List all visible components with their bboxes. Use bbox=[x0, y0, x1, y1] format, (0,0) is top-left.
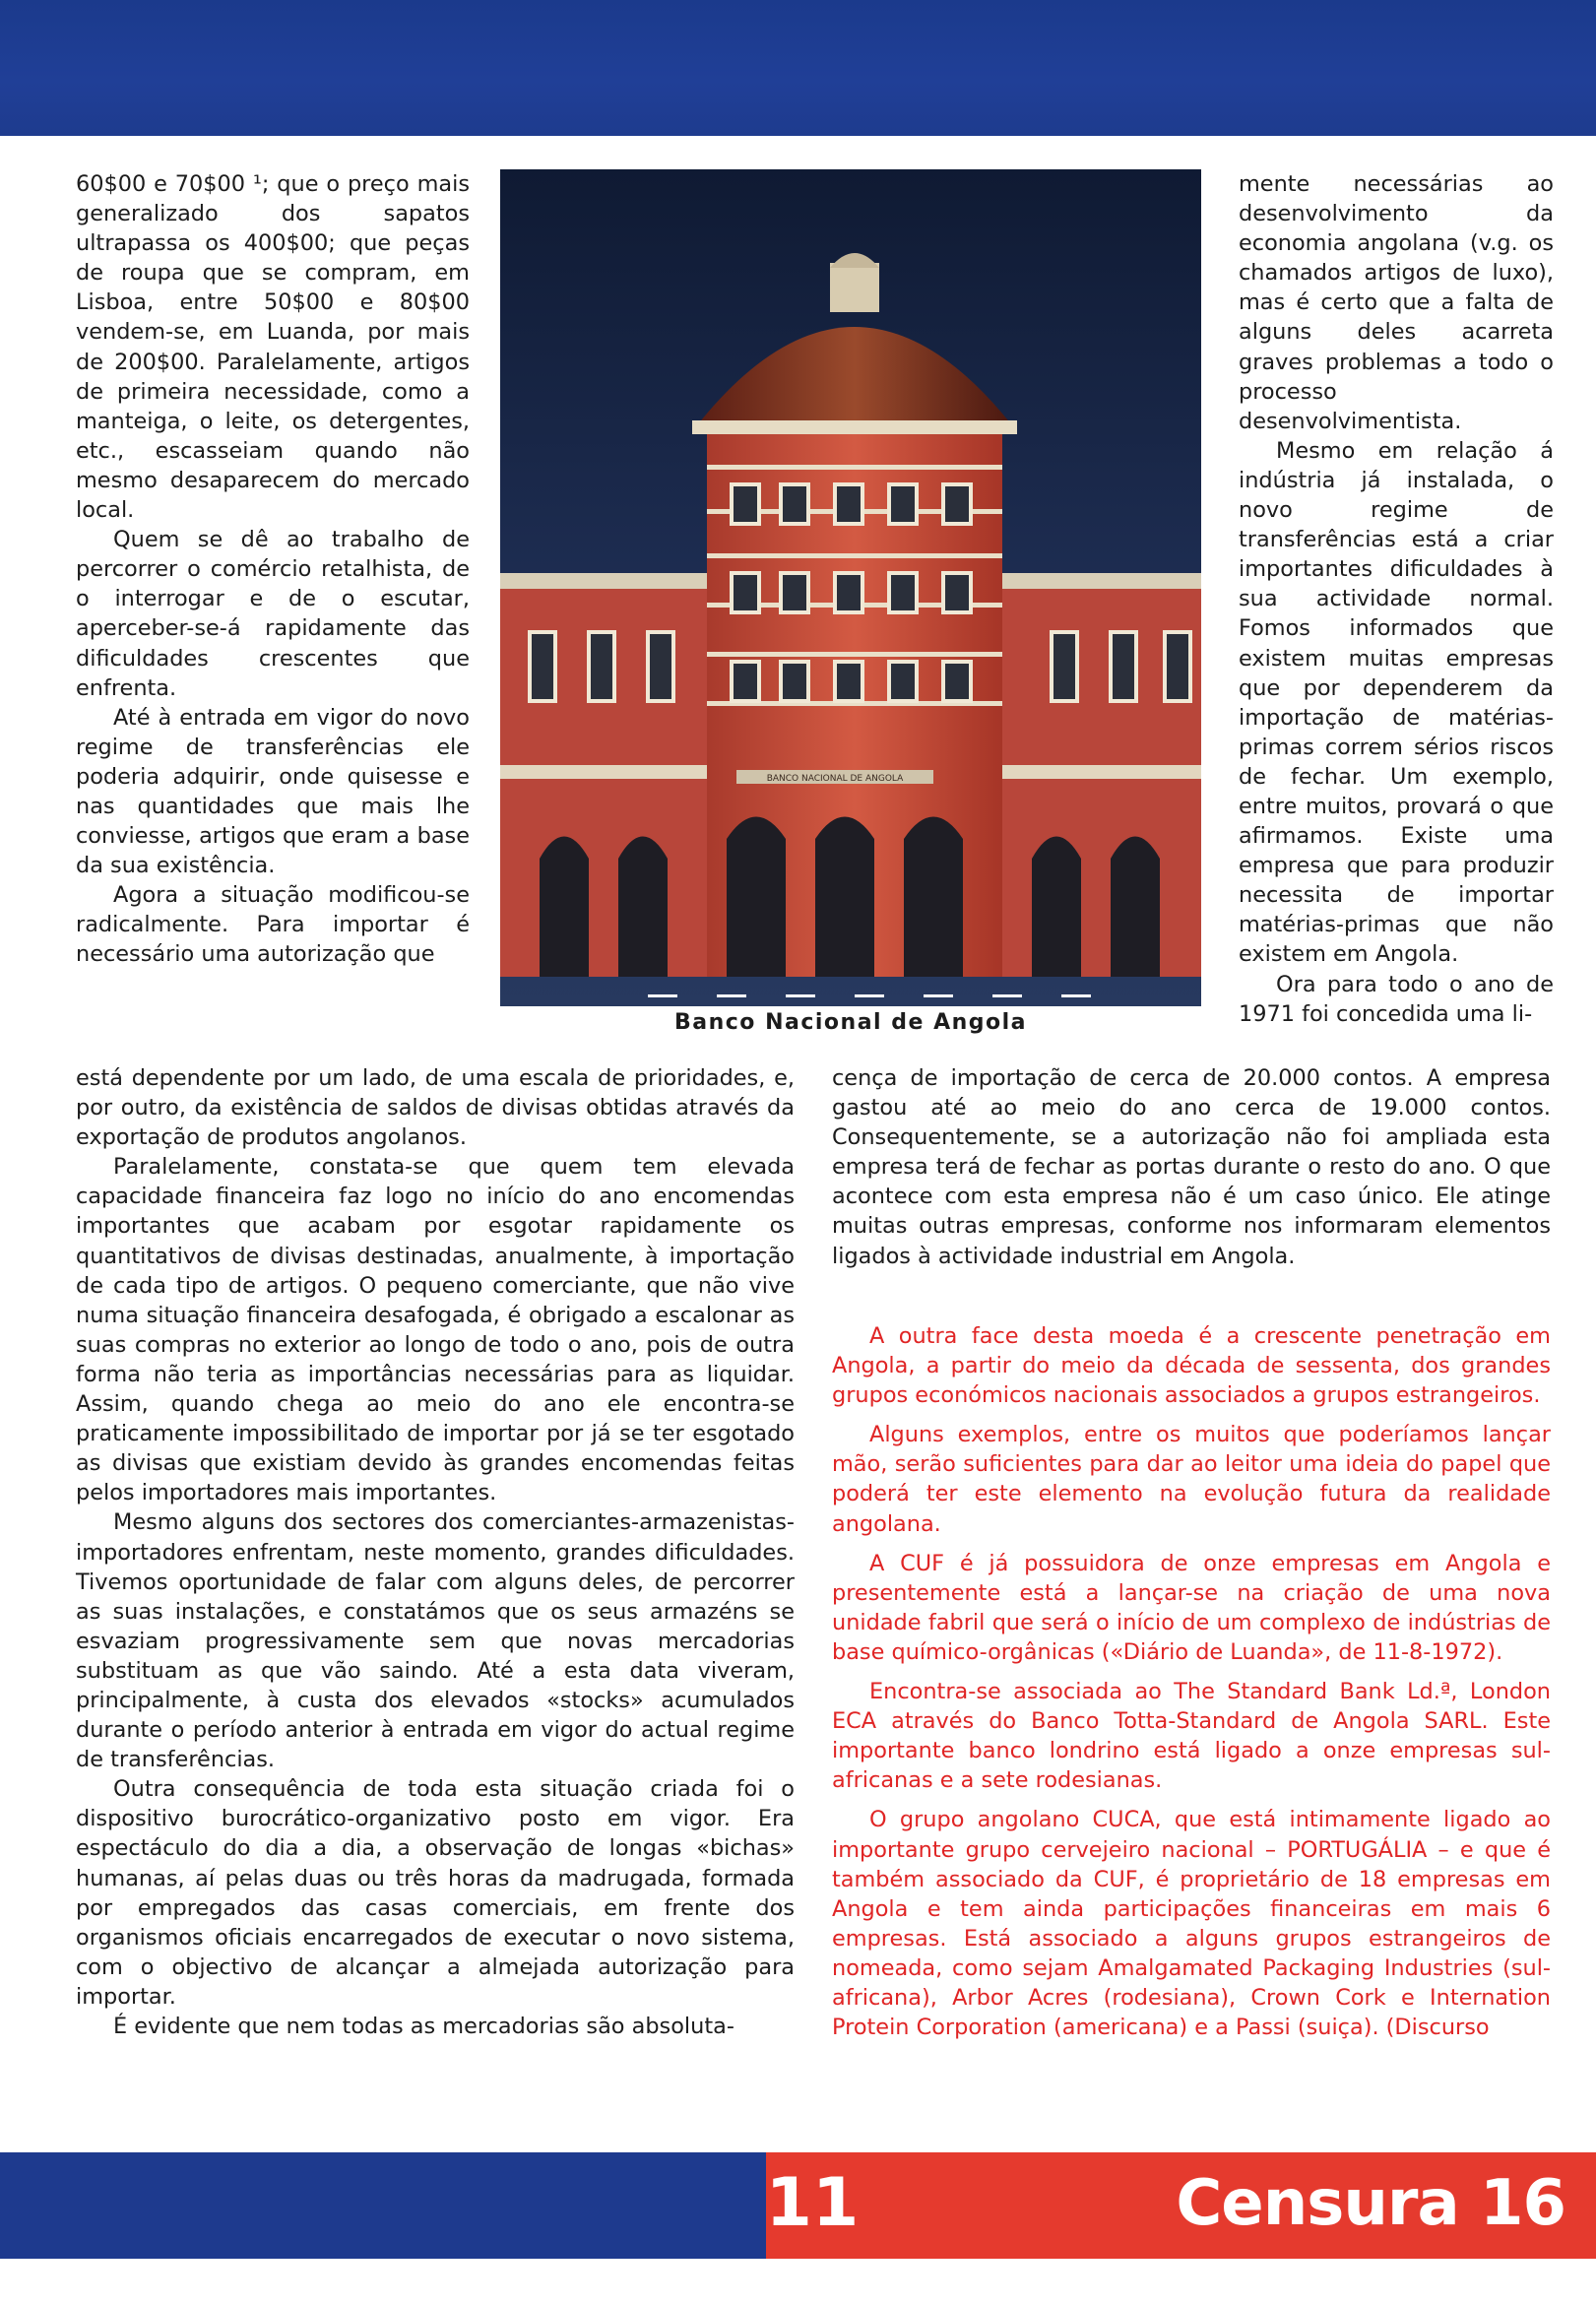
paragraph: Outra consequência de toda esta situação criada foi o dispositivo burocrático-organizativo posto em vigor. Era espectáculo do dia a dia, a observação de longas «bichas» humanas, aí pelas duas ou três horas da madrugada, formada por empregados das casas comerciais, em frente dos organismos oficiais encarregados de executar o novo sistema, com o objectivo de alcançar a almejada autorização para importar. bbox=[76, 1776, 795, 2010]
paragraph: Até à entrada em vigor do novo regime de transferências ele poderia adquirir, onde quisesse e nas quantidades que mais lhe conviesse, artigos que eram a base da sua existência. bbox=[76, 704, 470, 879]
paragraph: está dependente por um lado, de uma escala de prioridades, e, por outro, da existência de saldos de divisas obtidas através da exportação de produtos angolanos. bbox=[76, 1065, 795, 1151]
article-left-column bbox=[76, 169, 470, 970]
paragraph: Mesmo alguns dos sectores dos comerciantes-armazenistas-importadores enfrentam, neste momento, grandes dificuldades. Tivemos oportunidade de falar com alguns deles, de percorrer as suas instalações, e constatámos que os seus armazéns se esvaziam progressivamente sem que novas mercadorias substituam as que vão saindo. Até a esta data viveram, principalmente, à custa dos elevados «stocks» acumulados durante o período anterior à entrada em vigor do actual regime de transferências. bbox=[76, 1509, 795, 1773]
paragraph: A outra face desta moeda é a crescente penetração em Angola, a partir do meio da década de sessenta, dos grandes grupos económicos nacionais associados a grupos estrangeiros. bbox=[832, 1323, 1551, 1409]
paragraph: A CUF é já possuidora de onze empresas em Angola e presentemente está a lançar-se na criação de uma nova unidade fabril que será o início de um complexo de indústrias de base químico-orgânicas («Diário de Luanda», de 11-8-1972). bbox=[832, 1550, 1551, 1665]
highlighted-section bbox=[832, 1321, 1551, 2052]
paragraph: 60$00 e 70$00 ¹; que o preço mais generalizado dos sapatos ultrapassa os 400$00; que peças de roupa que se compram, em Lisboa, entre 50$00 e 80$00 vendem-se, em Luanda, por mais de 200$00. Paralelamente, artigos de primeira necessidade, como a manteiga, o leite, os detergentes, etc., escasseiam quando não mesmo desaparecem do mercado local. bbox=[76, 171, 470, 524]
facade-sign: BANCO NACIONAL DE ANGOLA bbox=[766, 774, 904, 784]
bank-building-illustration bbox=[500, 169, 1201, 1006]
paragraph: Encontra-se associada ao The Standard Bank Ld.ª, London ECA através do Banco Totta-Standard de Angola SARL. Este importante banco londrino está ligado a onze empresas sul-africanas e a sete rodesianas. bbox=[832, 1679, 1551, 1794]
page-number: 11 bbox=[765, 2164, 860, 2242]
header-band bbox=[0, 0, 1596, 136]
paragraph: Ora para todo o ano de 1971 foi concedida uma li- bbox=[1239, 971, 1554, 1027]
article-right-column bbox=[1239, 169, 1554, 1029]
paragraph: Alguns exemplos, entre os muitos que poderíamos lançar mão, serão suficientes para dar ao leitor uma ideia do papel que poderá ter este elemento na evolução futura da realidade angolana. bbox=[832, 1422, 1551, 1537]
paragraph: Paralelamente, constata-se que quem tem elevada capacidade financeira faz logo no início do ano encomendas importantes que acabam por esgotar rapidamente os quantitativos de divisas destinadas, anualmente, à importação de cada tipo de artigos. O pequeno comerciante, que não vive numa situação financeira desafogada, é obrigado a escalonar as suas compras no exterior ao longo de todo o ano, pois de outra forma não teria as importâncias necessárias para as liquidar. Assim, quando chega ao meio do ano ele encontra-se praticamente impossibilitado de importar por já se ter esgotado as divisas que existiam devido às grandes encomendas feitas pelos importadores mais importantes. bbox=[76, 1154, 795, 1506]
magazine-title: Censura 16 bbox=[1176, 2167, 1565, 2240]
paragraph: Quem se dê ao trabalho de percorrer o comércio retalhista, de o interrogar e de o escutar, aperceber-se-á rapidamente das dificuldades crescentes que enfrenta. bbox=[76, 527, 470, 701]
paragraph: Mesmo em relação á indústria já instalada, o novo regime de transferências está a criar importantes dificuldades à sua actividade normal. Fomos informados que existem muitas empresas que por dependerem da importação de matérias-primas correm sérios riscos de fechar. Um exemplo, entre muitos, provará o que afirmamos. Existe uma empresa que para produzir necessita de importar matérias-primas que não existem em Angola. bbox=[1239, 437, 1554, 968]
paragraph: O grupo angolano CUCA, que está intimamente ligado ao importante grupo cervejeiro nacional – PORTUGÁLIA – e que é também associado da CUF, é proprietário de 18 empresas em Angola e tem ainda participações financeiras em mais 6 empresas. Está associado a alguns grupos estrangeiros de nomeada, como sejam Amalgamated Packaging Industries (sul-africana), Arbor Acres (rodesiana), Crown Cork e Internation Protein Corporation (americana) e a Passi (suiça). (Discurso bbox=[832, 1807, 1551, 2041]
bank-building-photo bbox=[500, 169, 1201, 1006]
paragraph: Agora a situação modificou-se radicalmente. Para importar é necessário uma autorização que bbox=[76, 882, 470, 968]
paragraph: mente necessárias ao desenvolvimento da economia angolana (v.g. os chamados artigos de luxo), mas é certo que a falta de alguns deles acarreta graves problemas a todo o processo desenvolvimentista. bbox=[1239, 171, 1554, 434]
photo-caption: Banco Nacional de Angola bbox=[673, 1010, 1028, 1035]
paragraph: cença de importação de cerca de 20.000 contos. A empresa gastou até ao meio do ano cerca de 19.000 contos. Consequentemente, se a autorização não foi ampliada esta empresa terá de fechar as portas durante o resto do ano. O que acontece com esta empresa não é um caso único. Ele atinge muitas outras empresas, conforme nos informaram elementos ligados à actividade industrial em Angola. bbox=[832, 1065, 1551, 1269]
paragraph: É evidente que nem todas as mercadorias são absoluta- bbox=[113, 2014, 734, 2039]
article-lower-right-column bbox=[832, 1063, 1551, 1271]
article-lower-left-column bbox=[76, 1063, 795, 2041]
